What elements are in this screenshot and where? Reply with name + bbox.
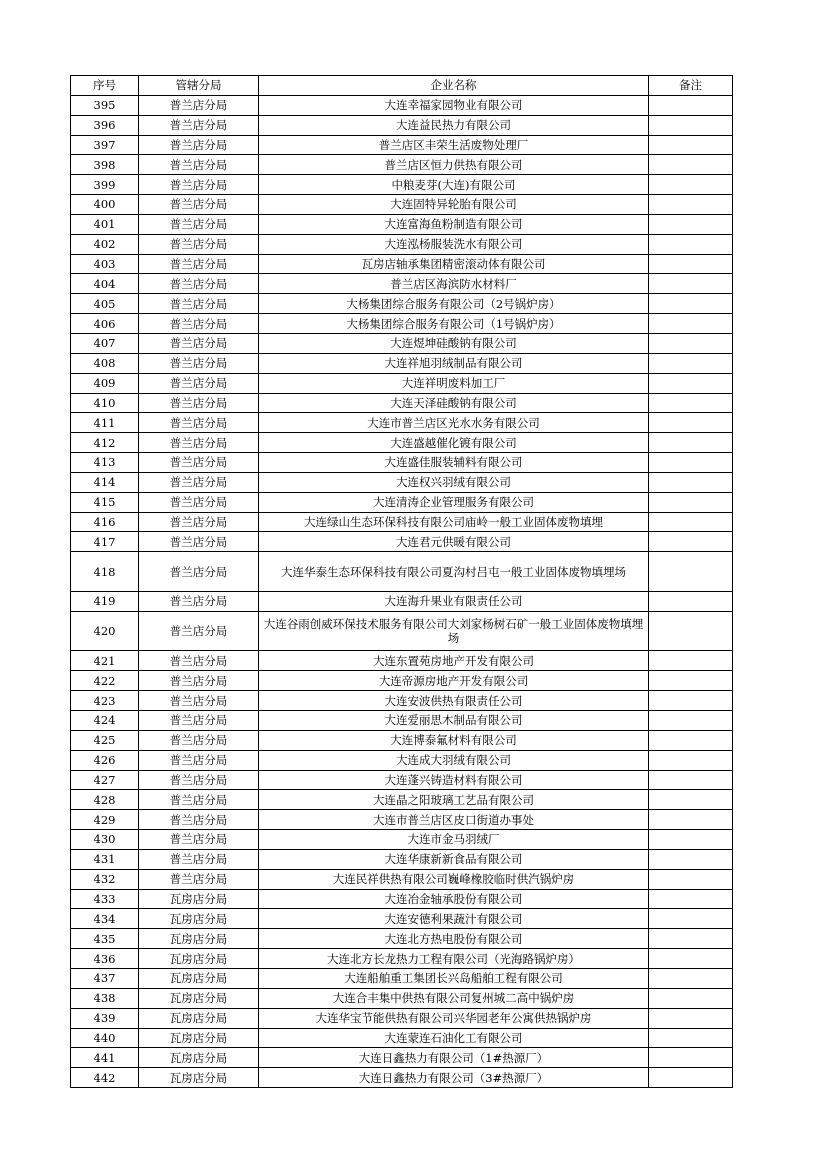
cell-note [649,472,733,492]
cell-name: 瓦房店轴承集团精密滚动体有限公司 [259,254,649,274]
cell-no: 411 [71,413,139,433]
cell-name: 大连谷雨创威环保技术服务有限公司大刘家杨树石矿一般工业固体废物填埋场 [259,611,649,651]
cell-name: 大连安德利果蔬汁有限公司 [259,909,649,929]
cell-name: 大连爱丽思木制品有限公司 [259,711,649,731]
cell-no: 421 [71,651,139,671]
cell-note [649,591,733,611]
cell-name: 大连市普兰店区光水水务有限公司 [259,413,649,433]
table-row [71,591,733,611]
cell-name: 大连固特异轮胎有限公司 [259,195,649,215]
cell-note [649,770,733,790]
cell-no: 441 [71,1048,139,1068]
cell-no: 440 [71,1028,139,1048]
cell-name: 大连成大羽绒有限公司 [259,750,649,770]
table-row [71,214,733,234]
cell-note [649,691,733,711]
cell-bureau: 普兰店分局 [139,433,259,453]
cell-name: 大连北方长龙热力工程有限公司（光海路锅炉房） [259,949,649,969]
cell-bureau: 瓦房店分局 [139,988,259,1008]
cell-name: 大连博泰氟材料有限公司 [259,730,649,750]
cell-name: 大连天泽硅酸钠有限公司 [259,393,649,413]
cell-bureau: 普兰店分局 [139,333,259,353]
cell-no: 439 [71,1008,139,1028]
cell-bureau: 瓦房店分局 [139,1068,259,1088]
cell-bureau: 瓦房店分局 [139,949,259,969]
cell-no: 397 [71,135,139,155]
cell-no: 403 [71,254,139,274]
cell-bureau: 普兰店分局 [139,671,259,691]
cell-name: 大连日鑫热力有限公司（3#热源厂） [259,1068,649,1088]
cell-bureau: 瓦房店分局 [139,1028,259,1048]
cell-bureau: 普兰店分局 [139,214,259,234]
cell-bureau: 普兰店分局 [139,790,259,810]
cell-bureau: 普兰店分局 [139,314,259,334]
table-row [71,115,733,135]
cell-name: 大连盛佳服装辅料有限公司 [259,453,649,473]
cell-bureau: 普兰店分局 [139,711,259,731]
table-row [71,869,733,889]
cell-no: 437 [71,968,139,988]
table-row [71,294,733,314]
cell-bureau: 普兰店分局 [139,274,259,294]
table-row [71,433,733,453]
header-no: 序号 [71,76,139,96]
cell-note [649,234,733,254]
cell-note [649,1008,733,1028]
table-row [71,711,733,731]
table-row [71,175,733,195]
cell-no: 423 [71,691,139,711]
cell-note [649,830,733,850]
cell-note [649,314,733,334]
cell-note [649,294,733,314]
table-row [71,413,733,433]
cell-name: 大连益民热力有限公司 [259,115,649,135]
table-row [71,1028,733,1048]
cell-name: 大连市金马羽绒厂 [259,830,649,850]
cell-note [649,1068,733,1088]
cell-name: 大连祥旭羽绒制品有限公司 [259,353,649,373]
cell-note [649,532,733,552]
cell-no: 426 [71,750,139,770]
table-row [71,274,733,294]
cell-bureau: 普兰店分局 [139,492,259,512]
header-bureau: 管辖分局 [139,76,259,96]
cell-no: 434 [71,909,139,929]
cell-name: 普兰店区丰荣生活废物处理厂 [259,135,649,155]
table-row [71,849,733,869]
cell-note [649,671,733,691]
cell-name: 大连煜坤硅酸钠有限公司 [259,333,649,353]
cell-bureau: 瓦房店分局 [139,909,259,929]
table-row [71,889,733,909]
table-row [71,1048,733,1068]
table-row [71,750,733,770]
table-row [71,770,733,790]
table-row [71,651,733,671]
cell-note [649,611,733,651]
cell-name: 大杨集团综合服务有限公司（1号锅炉房） [259,314,649,334]
cell-name: 大连蒙连石油化工有限公司 [259,1028,649,1048]
cell-no: 432 [71,869,139,889]
table-row [71,95,733,115]
cell-note [649,254,733,274]
cell-note [649,95,733,115]
cell-bureau: 瓦房店分局 [139,968,259,988]
cell-name: 大连民祥供热有限公司巍峰橡胶临时供汽锅炉房 [259,869,649,889]
cell-no: 406 [71,314,139,334]
cell-bureau: 普兰店分局 [139,294,259,314]
cell-name: 大杨集团综合服务有限公司（2号锅炉房） [259,294,649,314]
table-row [71,472,733,492]
cell-note [649,413,733,433]
table-row [71,830,733,850]
cell-name: 大连市普兰店区皮口街道办事处 [259,810,649,830]
cell-no: 412 [71,433,139,453]
cell-name: 中粮麦芽(大连)有限公司 [259,175,649,195]
cell-name: 大连东置苑房地产开发有限公司 [259,651,649,671]
cell-name: 大连华泰生态环保科技有限公司夏沟村吕屯一般工业固体废物填埋场 [259,552,649,592]
table-row [71,333,733,353]
table-row [71,453,733,473]
enterprise-table [70,75,733,1088]
cell-name: 大连帝源房地产开发有限公司 [259,671,649,691]
table-row [71,671,733,691]
table-row [71,1068,733,1088]
cell-name: 大连绿山生态环保科技有限公司庙岭一般工业固体废物填埋 [259,512,649,532]
table-row [71,512,733,532]
cell-name: 大连安波供热有限责任公司 [259,691,649,711]
cell-name: 大连船舶重工集团长兴岛船舶工程有限公司 [259,968,649,988]
cell-bureau: 普兰店分局 [139,869,259,889]
cell-no: 410 [71,393,139,413]
table-row [71,135,733,155]
cell-no: 413 [71,453,139,473]
cell-note [649,155,733,175]
cell-name: 普兰店区恒力供热有限公司 [259,155,649,175]
cell-note [649,274,733,294]
cell-no: 436 [71,949,139,969]
cell-no: 396 [71,115,139,135]
cell-note [649,333,733,353]
cell-bureau: 普兰店分局 [139,393,259,413]
cell-no: 407 [71,333,139,353]
cell-name: 大连日鑫热力有限公司（1#热源厂） [259,1048,649,1068]
cell-bureau: 普兰店分局 [139,135,259,155]
cell-name: 大连泓杨服装洗水有限公司 [259,234,649,254]
table-row [71,373,733,393]
cell-bureau: 普兰店分局 [139,532,259,552]
cell-no: 433 [71,889,139,909]
cell-bureau: 普兰店分局 [139,373,259,393]
cell-no: 414 [71,472,139,492]
cell-bureau: 普兰店分局 [139,472,259,492]
cell-name: 大连幸福家园物业有限公司 [259,95,649,115]
cell-bureau: 普兰店分局 [139,830,259,850]
cell-bureau: 普兰店分局 [139,691,259,711]
header-row [71,76,733,96]
cell-note [649,968,733,988]
cell-bureau: 普兰店分局 [139,453,259,473]
cell-note [649,195,733,215]
cell-note [649,512,733,532]
cell-bureau: 普兰店分局 [139,512,259,532]
cell-bureau: 普兰店分局 [139,155,259,175]
cell-note [649,750,733,770]
table-row [71,195,733,215]
cell-note [649,909,733,929]
cell-note [649,988,733,1008]
cell-no: 401 [71,214,139,234]
cell-no: 422 [71,671,139,691]
cell-note [649,453,733,473]
cell-note [649,373,733,393]
cell-no: 402 [71,234,139,254]
cell-bureau: 普兰店分局 [139,115,259,135]
cell-note [649,929,733,949]
cell-note [649,115,733,135]
cell-no: 442 [71,1068,139,1088]
cell-note [649,214,733,234]
cell-name: 大连富海鱼粉制造有限公司 [259,214,649,234]
cell-note [649,1028,733,1048]
table-row [71,1008,733,1028]
cell-name: 大连北方热电股份有限公司 [259,929,649,949]
cell-note [649,433,733,453]
table-row [71,611,733,651]
cell-no: 395 [71,95,139,115]
table-row [71,353,733,373]
cell-no: 430 [71,830,139,850]
cell-name: 大连华宝节能供热有限公司兴华园老年公寓供热锅炉房 [259,1008,649,1028]
cell-note [649,730,733,750]
cell-name: 大连晶之阳玻璃工艺品有限公司 [259,790,649,810]
table-row [71,909,733,929]
cell-name: 大连合丰集中供热有限公司复州城二高中锅炉房 [259,988,649,1008]
cell-name: 大连君元供暖有限公司 [259,532,649,552]
cell-no: 425 [71,730,139,750]
cell-note [649,175,733,195]
cell-bureau: 普兰店分局 [139,750,259,770]
cell-name: 大连盛越催化镀有限公司 [259,433,649,453]
cell-bureau: 普兰店分局 [139,651,259,671]
cell-name: 大连权兴羽绒有限公司 [259,472,649,492]
table-row [71,155,733,175]
cell-note [649,651,733,671]
table-row [71,314,733,334]
cell-note [649,949,733,969]
cell-bureau: 普兰店分局 [139,195,259,215]
table-row [71,790,733,810]
cell-bureau: 普兰店分局 [139,552,259,592]
cell-bureau: 瓦房店分局 [139,889,259,909]
table-row [71,393,733,413]
cell-name: 普兰店区海滨防水材料厂 [259,274,649,294]
cell-bureau: 瓦房店分局 [139,1048,259,1068]
table-row [71,234,733,254]
table-row [71,691,733,711]
cell-note [649,552,733,592]
cell-bureau: 普兰店分局 [139,591,259,611]
table-row [71,492,733,512]
cell-no: 435 [71,929,139,949]
cell-name: 大连海升果业有限责任公司 [259,591,649,611]
cell-name: 大连华康新新食品有限公司 [259,849,649,869]
cell-no: 431 [71,849,139,869]
cell-bureau: 瓦房店分局 [139,929,259,949]
cell-bureau: 瓦房店分局 [139,1008,259,1028]
cell-name: 大连蓬兴铸造材料有限公司 [259,770,649,790]
cell-no: 400 [71,195,139,215]
cell-note [649,810,733,830]
cell-no: 420 [71,611,139,651]
cell-bureau: 普兰店分局 [139,234,259,254]
cell-no: 427 [71,770,139,790]
cell-no: 418 [71,552,139,592]
cell-note [649,711,733,731]
cell-no: 405 [71,294,139,314]
table-row [71,254,733,274]
cell-note [649,889,733,909]
cell-bureau: 普兰店分局 [139,353,259,373]
cell-note [649,353,733,373]
table-row [71,949,733,969]
header-note: 备注 [649,76,733,96]
cell-no: 399 [71,175,139,195]
table-body [71,95,733,1087]
cell-name: 大连祥明废料加工厂 [259,373,649,393]
table-row [71,929,733,949]
cell-no: 419 [71,591,139,611]
cell-no: 398 [71,155,139,175]
cell-no: 408 [71,353,139,373]
cell-no: 415 [71,492,139,512]
table-row [71,532,733,552]
cell-bureau: 普兰店分局 [139,810,259,830]
cell-bureau: 普兰店分局 [139,770,259,790]
cell-note [649,492,733,512]
cell-no: 438 [71,988,139,1008]
header-name: 企业名称 [259,76,649,96]
cell-no: 404 [71,274,139,294]
cell-bureau: 普兰店分局 [139,611,259,651]
table-row [71,552,733,592]
cell-no: 428 [71,790,139,810]
cell-bureau: 普兰店分局 [139,413,259,433]
cell-bureau: 普兰店分局 [139,95,259,115]
cell-no: 416 [71,512,139,532]
cell-bureau: 普兰店分局 [139,254,259,274]
table-row [71,730,733,750]
cell-name: 大连清涛企业管理服务有限公司 [259,492,649,512]
cell-note [649,849,733,869]
cell-note [649,1048,733,1068]
cell-note [649,393,733,413]
cell-note [649,869,733,889]
cell-no: 409 [71,373,139,393]
cell-name: 大连冶金轴承股份有限公司 [259,889,649,909]
cell-bureau: 普兰店分局 [139,849,259,869]
cell-no: 429 [71,810,139,830]
cell-no: 417 [71,532,139,552]
table-row [71,968,733,988]
table-row [71,810,733,830]
cell-bureau: 普兰店分局 [139,175,259,195]
cell-bureau: 普兰店分局 [139,730,259,750]
table-row [71,988,733,1008]
cell-note [649,135,733,155]
cell-note [649,790,733,810]
cell-no: 424 [71,711,139,731]
